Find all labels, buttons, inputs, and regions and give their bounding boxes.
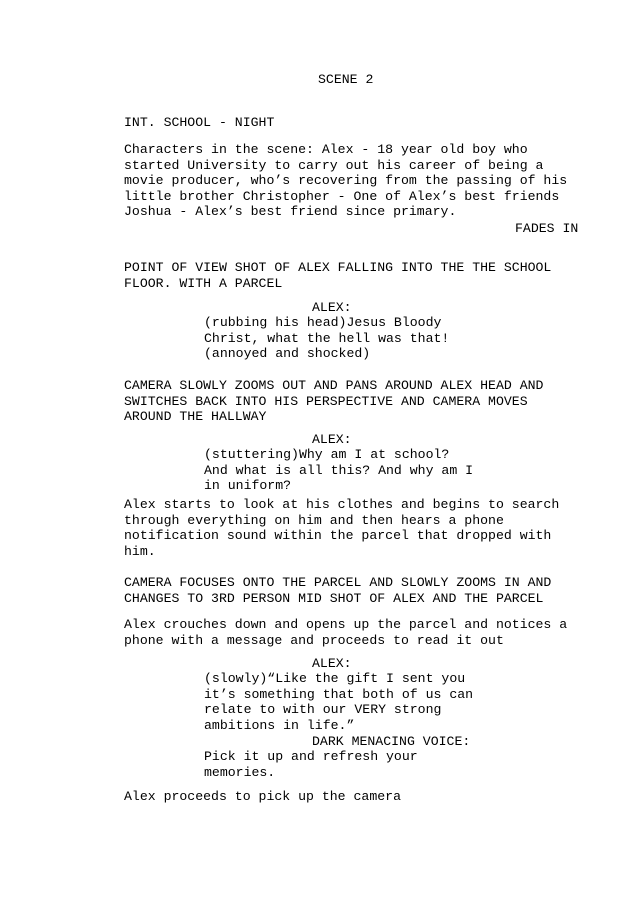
action-camera-zoom-out: CAMERA SLOWLY ZOOMS OUT AND PANS AROUND ALEX HEAD AND SWITCHES BACK INTO HIS PERSPECTIVE AND CAMERA MOVES AROUND THE HALLWAY xyxy=(124,378,544,425)
character-cue: ALEX: xyxy=(312,656,352,671)
dialogue: (slowly)“Like the gift I sent you it’s something that both of us can relate to with our VERY strong ambitions in life.” xyxy=(204,671,474,733)
action-pov-shot: POINT OF VIEW SHOT OF ALEX FALLING INTO THE THE SCHOOL FLOOR. WITH A PARCEL xyxy=(124,260,552,291)
character-cue: ALEX: xyxy=(312,432,352,447)
dialogue: (stuttering)Why am I at school? And what is all this? And why am I in uniform? xyxy=(204,447,474,494)
transition: FADES IN xyxy=(515,221,579,236)
action-alex-searches: Alex starts to look at his clothes and begins to search through everything on him and then hears a phone notification sound within the parcel that dropped with him. xyxy=(124,497,560,559)
dialogue: Pick it up and refresh your memories. xyxy=(204,749,418,780)
dialogue: (rubbing his head)Jesus Bloody Christ, what the hell was that! (annoyed and shocked) xyxy=(204,315,450,362)
action-camera-focus-parcel: CAMERA FOCUSES ONTO THE PARCEL AND SLOWLY ZOOMS IN AND CHANGES TO 3RD PERSON MID SHOT OF ALEX AND THE PARCEL xyxy=(124,575,552,606)
action-pick-up-camera: Alex proceeds to pick up the camera xyxy=(124,789,401,804)
slugline: INT. SCHOOL - NIGHT xyxy=(124,115,275,130)
character-cue: DARK MENACING VOICE: xyxy=(312,734,471,749)
action-alex-opens-parcel: Alex crouches down and opens up the parcel and notices a phone with a message and proceeds to read it out xyxy=(124,617,568,648)
characters-description: Characters in the scene: Alex - 18 year old boy who started University to carry out his career of being a movie producer, who’s recovering from the passing of his little brother Christopher - One of Alex’s best friends Joshua - Alex’s best friend since primary. xyxy=(124,142,568,220)
scene-heading: SCENE 2 xyxy=(318,72,374,87)
character-cue: ALEX: xyxy=(312,300,352,315)
